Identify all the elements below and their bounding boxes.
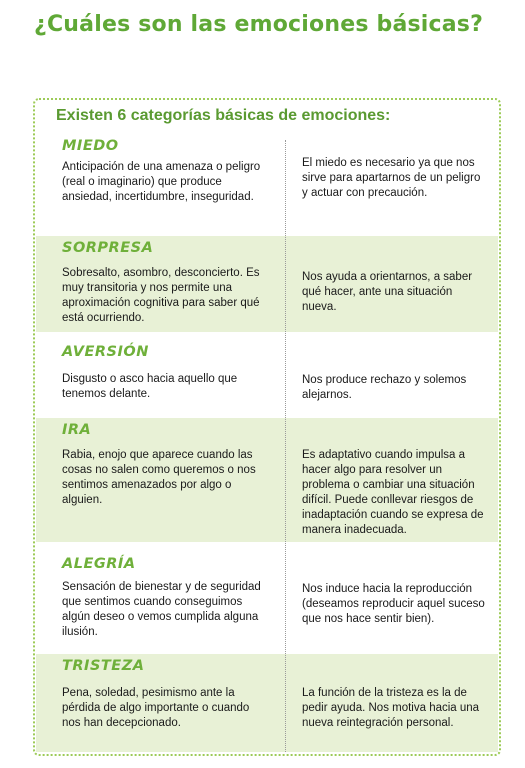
- emotion-row-aversion: [36, 340, 498, 414]
- emotion-row-miedo: [36, 134, 498, 234]
- emotion-description: Anticipación de una amenaza o peligro (real o imaginario) que produce ansiedad, incertidumbre, inseguridad.: [62, 161, 261, 203]
- emotion-description: Rabia, enojo que aparece cuando las cosas no salen como queremos o nos sentimos amenazados por algo o alguien.: [62, 449, 256, 506]
- emotion-description: Sobresalto, asombro, desconcierto. Es muy transitoria y nos permite una aproximación cognitiva para saber qué está ocurriendo.: [62, 267, 260, 324]
- emotion-row-ira: [36, 418, 498, 542]
- emotion-function: Nos induce hacia la reproducción (deseamos reproducir aquel suceso que nos hace sentir bien).: [302, 583, 485, 625]
- emotion-function: Es adaptativo cuando impulsa a hacer algo para resolver un problema o cambiar una situación difícil. Puede conllevar riesgos de inadaptación cuando se expresa de manera inadecuada.: [302, 449, 484, 536]
- emotion-function: Nos produce rechazo y solemos alejarnos.: [302, 374, 467, 401]
- emotion-description: Sensación de bienestar y de seguridad que sentimos cuando conseguimos algún deseo o vemos cumplida alguna ilusión.: [62, 581, 261, 638]
- emotion-row-alegria: [36, 552, 498, 648]
- emotion-description: Disgusto o asco hacia aquello que tenemos delante.: [62, 373, 238, 400]
- emotion-row-tristeza: [36, 654, 498, 752]
- emotion-function: La función de la tristeza es la de pedir ayuda. Nos motiva hacia una nueva reintegración personal.: [302, 687, 480, 729]
- emotion-function: Nos ayuda a orientarnos, a saber qué hacer, ante una situación nueva.: [302, 271, 473, 313]
- emotion-row-sorpresa: [36, 236, 498, 332]
- emotion-name: ALEGRÍA: [62, 556, 136, 572]
- emotion-name: SORPRESA: [62, 240, 154, 256]
- emotion-function: El miedo es necesario ya que nos sirve para apartarnos de un peligro y actuar con precaución.: [302, 157, 481, 199]
- column-divider: [285, 140, 286, 752]
- emotion-description: Pena, soledad, pesimismo ante la pérdida de algo importante o cuando nos han decepcionado.: [62, 687, 250, 729]
- emotion-name: IRA: [62, 422, 92, 438]
- emotion-name: AVERSIÓN: [62, 344, 149, 360]
- panel-subtitle: Existen 6 categorías básicas de emociones:: [56, 107, 391, 124]
- page-title: ¿Cuáles son las emociones básicas?: [34, 12, 484, 37]
- emotion-name: TRISTEZA: [62, 658, 145, 674]
- emotion-name: MIEDO: [62, 138, 119, 154]
